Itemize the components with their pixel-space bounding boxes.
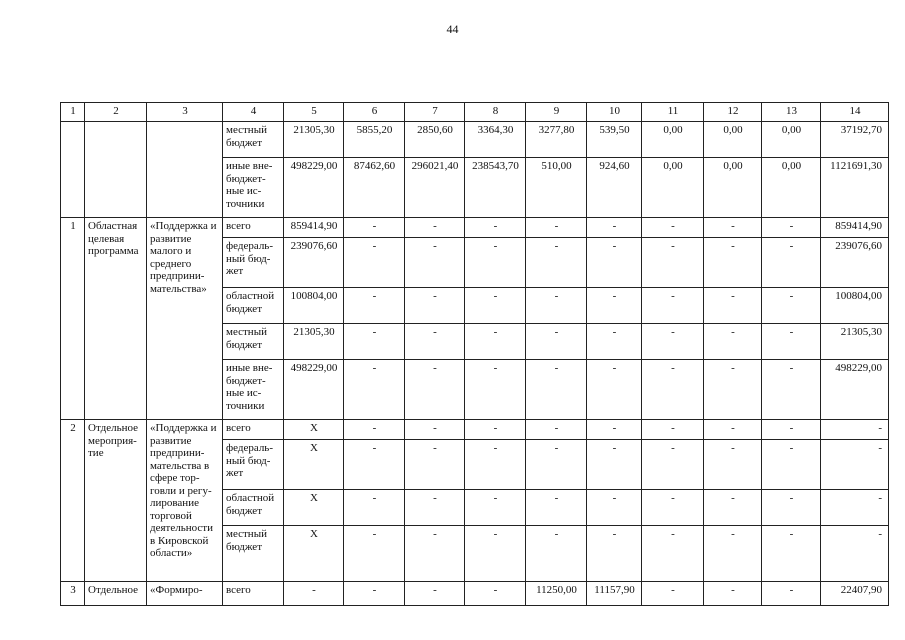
value-cell: - [642, 288, 704, 324]
value-cell: 498229,00 [284, 360, 344, 420]
status-cell: Отдельное мероприя-тие [85, 420, 147, 582]
value-cell: X [284, 420, 344, 440]
funding-source-cell: федераль-ный бюд-жет [223, 440, 284, 490]
value-cell: - [526, 420, 587, 440]
funding-source-cell: иные вне-бюджет-ные ис-точники [223, 158, 284, 218]
value-cell: - [642, 218, 704, 238]
funding-source-cell: местный бюджет [223, 526, 284, 582]
value-cell: - [344, 238, 405, 288]
value-cell: - [526, 440, 587, 490]
value-cell: 510,00 [526, 158, 587, 218]
value-cell: - [344, 420, 405, 440]
value-cell: - [465, 360, 526, 420]
value-cell: X [284, 440, 344, 490]
value-cell: 22407,90 [821, 582, 889, 606]
value-cell: - [405, 420, 465, 440]
value-cell: 37192,70 [821, 122, 889, 158]
value-cell: - [465, 324, 526, 360]
value-cell: - [526, 324, 587, 360]
value-cell: - [642, 238, 704, 288]
value-cell: - [762, 238, 821, 288]
table-row [61, 218, 889, 238]
column-number: 12 [704, 103, 762, 122]
value-cell: - [344, 440, 405, 490]
value-cell: 539,50 [587, 122, 642, 158]
value-cell: - [587, 238, 642, 288]
value-cell: - [465, 440, 526, 490]
column-number: 4 [223, 103, 284, 122]
value-cell: - [762, 440, 821, 490]
value-cell: 498229,00 [821, 360, 889, 420]
value-cell: 296021,40 [405, 158, 465, 218]
funding-source-cell: местный бюджет [223, 324, 284, 360]
value-cell: - [344, 526, 405, 582]
column-number: 5 [284, 103, 344, 122]
value-cell: - [405, 324, 465, 360]
value-cell: - [704, 218, 762, 238]
value-cell: - [405, 582, 465, 606]
column-number: 2 [85, 103, 147, 122]
value-cell: - [465, 526, 526, 582]
value-cell: - [821, 526, 889, 582]
value-cell: 1121691,30 [821, 158, 889, 218]
name-cell: «Формиро- [147, 582, 223, 606]
value-cell: - [526, 490, 587, 526]
value-cell: 0,00 [704, 122, 762, 158]
column-number: 9 [526, 103, 587, 122]
value-cell: - [465, 218, 526, 238]
column-number: 7 [405, 103, 465, 122]
value-cell: 87462,60 [344, 158, 405, 218]
funding-source-cell: всего [223, 218, 284, 238]
value-cell: - [344, 218, 405, 238]
value-cell: - [704, 440, 762, 490]
value-cell: 2850,60 [405, 122, 465, 158]
value-cell: X [284, 526, 344, 582]
value-cell: - [587, 526, 642, 582]
value-cell: - [642, 526, 704, 582]
value-cell: - [465, 238, 526, 288]
value-cell: 11157,90 [587, 582, 642, 606]
value-cell: - [762, 360, 821, 420]
value-cell: - [344, 582, 405, 606]
column-number: 13 [762, 103, 821, 122]
funding-source-cell: иные вне-бюджет-ные ис-точники [223, 360, 284, 420]
value-cell: - [642, 420, 704, 440]
value-cell: - [762, 526, 821, 582]
value-cell: - [405, 218, 465, 238]
value-cell: - [587, 288, 642, 324]
funding-source-cell: областной бюджет [223, 490, 284, 526]
row-number-cell: 3 [61, 582, 85, 606]
value-cell: - [526, 288, 587, 324]
column-number: 14 [821, 103, 889, 122]
value-cell: - [526, 218, 587, 238]
value-cell: - [526, 526, 587, 582]
value-cell: 0,00 [704, 158, 762, 218]
value-cell: - [642, 440, 704, 490]
value-cell: - [762, 218, 821, 238]
value-cell: - [284, 582, 344, 606]
value-cell: - [642, 360, 704, 420]
value-cell: - [704, 324, 762, 360]
table-row [61, 122, 889, 158]
row-number-cell [61, 122, 85, 218]
value-cell: X [284, 490, 344, 526]
column-number: 6 [344, 103, 405, 122]
value-cell: 0,00 [642, 122, 704, 158]
value-cell: - [704, 288, 762, 324]
status-cell: Отдельное [85, 582, 147, 606]
value-cell: 21305,30 [284, 324, 344, 360]
value-cell: - [465, 420, 526, 440]
value-cell: - [405, 360, 465, 420]
value-cell: - [405, 490, 465, 526]
value-cell: 239076,60 [284, 238, 344, 288]
value-cell: - [587, 360, 642, 420]
value-cell: 859414,90 [284, 218, 344, 238]
value-cell: - [344, 324, 405, 360]
value-cell: 3364,30 [465, 122, 526, 158]
value-cell: - [465, 490, 526, 526]
value-cell: 0,00 [762, 158, 821, 218]
value-cell: - [704, 238, 762, 288]
value-cell: - [821, 440, 889, 490]
name-cell: «Поддержка и развитие малого и среднего предприни-мательства» [147, 218, 223, 420]
value-cell: - [762, 582, 821, 606]
status-cell: Областная целевая программа [85, 218, 147, 420]
value-cell: - [587, 440, 642, 490]
name-cell: «Поддержка и развитие предприни-мательства в сфере тор-говли и регу-лирование торговой деятельности в Кировской области» [147, 420, 223, 582]
value-cell: - [642, 324, 704, 360]
page-number: 44 [446, 22, 459, 36]
value-cell: - [704, 526, 762, 582]
value-cell: 100804,00 [821, 288, 889, 324]
table-row [61, 582, 889, 606]
value-cell: - [344, 490, 405, 526]
column-number: 10 [587, 103, 642, 122]
value-cell: - [762, 288, 821, 324]
name-cell [147, 122, 223, 218]
funding-source-cell: местный бюджет [223, 122, 284, 158]
value-cell: 498229,00 [284, 158, 344, 218]
funding-source-cell: всего [223, 420, 284, 440]
value-cell: 21305,30 [821, 324, 889, 360]
table-row [61, 420, 889, 440]
column-number: 3 [147, 103, 223, 122]
value-cell: 238543,70 [465, 158, 526, 218]
value-cell: 0,00 [642, 158, 704, 218]
row-number-cell: 1 [61, 218, 85, 420]
value-cell: - [821, 490, 889, 526]
value-cell: - [405, 238, 465, 288]
value-cell: - [704, 360, 762, 420]
row-number-cell: 2 [61, 420, 85, 582]
value-cell: - [704, 490, 762, 526]
value-cell: 3277,80 [526, 122, 587, 158]
value-cell: 21305,30 [284, 122, 344, 158]
funding-source-cell: всего [223, 582, 284, 606]
value-cell: - [344, 288, 405, 324]
value-cell: - [526, 238, 587, 288]
column-number-row [61, 103, 889, 122]
value-cell: - [344, 360, 405, 420]
value-cell: 100804,00 [284, 288, 344, 324]
value-cell: - [405, 440, 465, 490]
budget-table [60, 102, 889, 606]
value-cell: - [587, 420, 642, 440]
funding-source-cell: областной бюджет [223, 288, 284, 324]
value-cell: 0,00 [762, 122, 821, 158]
column-number: 8 [465, 103, 526, 122]
value-cell: 859414,90 [821, 218, 889, 238]
value-cell: - [587, 218, 642, 238]
value-cell: 5855,20 [344, 122, 405, 158]
value-cell: 924,60 [587, 158, 642, 218]
column-number: 11 [642, 103, 704, 122]
value-cell: - [642, 490, 704, 526]
funding-source-cell: федераль-ный бюд-жет [223, 238, 284, 288]
value-cell: - [821, 420, 889, 440]
value-cell: - [405, 526, 465, 582]
value-cell: - [762, 420, 821, 440]
value-cell: - [465, 288, 526, 324]
value-cell: - [526, 360, 587, 420]
value-cell: - [704, 582, 762, 606]
column-number: 1 [61, 103, 85, 122]
value-cell: - [405, 288, 465, 324]
value-cell: - [704, 420, 762, 440]
value-cell: - [762, 324, 821, 360]
value-cell: - [465, 582, 526, 606]
status-cell [85, 122, 147, 218]
value-cell: - [762, 490, 821, 526]
value-cell: - [642, 582, 704, 606]
value-cell: 239076,60 [821, 238, 889, 288]
value-cell: 11250,00 [526, 582, 587, 606]
value-cell: - [587, 490, 642, 526]
value-cell: - [587, 324, 642, 360]
